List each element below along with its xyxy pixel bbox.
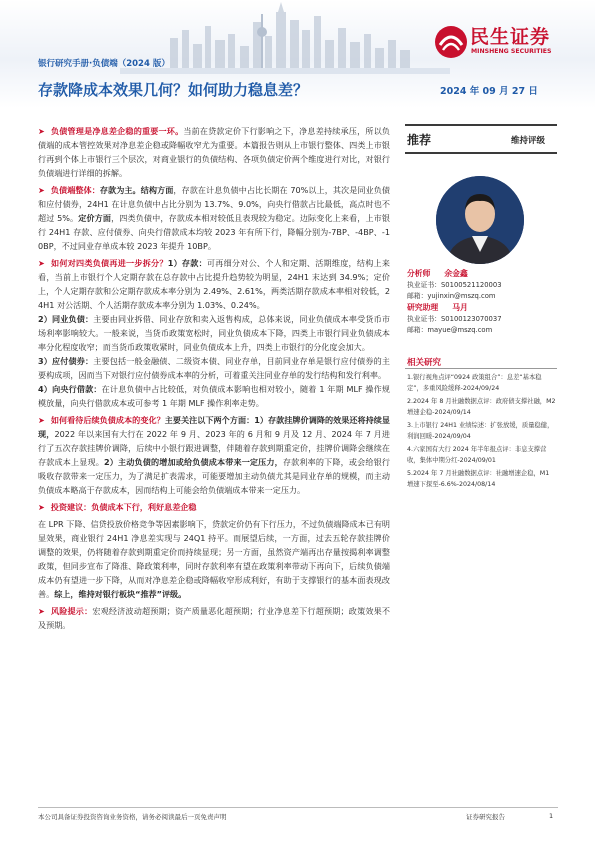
rating-label: 推荐 [407,133,432,147]
assistant-role: 研究助理 [407,303,439,312]
logo-text-cn: 民生证券 [470,26,551,48]
para-text: ，四类负债中，存款成本相对较低且表现较为稳定。边际变化上来看，上市银行 24H1 存款、应付债券、向央行借款成本均较 2023 年有所下行，降幅分别为-7BP、-4BP、-10BP，不过同业存单成本较 2023 年提升 10BP。 [38,213,390,251]
para-lead: 负债管理是净息差企稳的重要一环。 [50,126,184,136]
para-text: 在计息负债中占比较低，对负债成本影响也相对较小，随着 1 年期 MLF 操作规模放量，向央行借款成本或可参考 1 年期 MLF 操作利率走势。 [38,384,391,408]
analyst-name: 余金鑫 [444,269,468,278]
para-bold: 主要关注以下两个方面：1）存款挂牌价调降的效果还将持续显现， [38,415,390,439]
assistant-email[interactable]: 邮箱：mayue@mszq.com [407,326,493,334]
arrow-bullet-icon: ➤ [38,185,45,195]
related-research-heading: 相关研究 [407,358,442,368]
para-lead: 风险提示： [50,606,93,616]
para-bold: 4）向央行借款： [38,384,102,394]
investment-heading [38,500,390,514]
para-bold: 综上，维持对银行板块“推荐”评级。 [54,589,187,599]
rating-status: 维持评级 [511,136,546,146]
related-item[interactable]: 3.上市银行 24H1 业绩综述：扩张放缓，质量稳健，利润回暖-2024/09/04 [407,422,554,440]
summary-paragraph-3 [38,256,390,312]
arrow-bullet-icon: ➤ [38,126,45,136]
para-text: 存款利率的下降，或会给银行吸收存款带来一定压力，为了满足扩表需求，可能要增加主动负债尤其是同业存单的规模，而主动负债成本略高于存款成本，因而结构上可能会给负债端成本带来一定压力。 [38,457,390,495]
footer-divider [38,807,558,808]
footer-doc-type: 证券研究报告 [466,813,505,821]
page-number: 1 [549,812,554,820]
summary-paragraph-5 [38,354,390,382]
para-bold: 1）存款： [167,258,207,268]
para-bold: 定价方面 [78,213,112,223]
assistant-cert: 执业证书：S0100123070037 [407,315,502,323]
rating-box [405,124,557,154]
para-text: 可再细分对公、个人和定期、活期维度，结构上来看，当前上市银行个人定期存款在总存款中占比提升趋势较为明显，24H1 末达到 34.9%；定价上，个人定期存款和公定期存款成本率分别为 2.49%、2.61%，两类活期存款成本率相对较低，24H1 对公活期、个人活期存款成本率分别为 1.03%、0.24%。 [38,258,390,310]
related-item[interactable]: 2.2024 年 8 月社融数据点评：政府债支撑社融，M2 增速企稳-2024/09/14 [407,398,556,416]
risk-paragraph [38,604,390,632]
assistant-name: 马月 [452,303,468,312]
report-body [38,124,390,632]
summary-paragraph-1 [38,124,390,180]
arrow-bullet-icon: ➤ [38,606,45,616]
summary-paragraph-4 [38,312,390,354]
para-text: 宏观经济波动超预期；资产质量恶化超预期；行业净息差下行超预期；政策效果不及预期。 [38,606,390,630]
para-text: 主要包括一般金融债、二级资本债、同业存单，目前同业存单是银行应付债券的主要构成项，因而当下对银行应付债券成本率的分析，可着重关注同业存单的发行结构和发行利率。 [38,356,390,380]
para-lead: 投资建议：负债成本下行，利好息差企稳 [50,502,197,512]
related-item[interactable]: 1.银行视角点评“0924 政策组合”：息差“基本稳定”，多重风险缓释-2024/09/24 [407,374,542,392]
summary-paragraph-6 [38,382,390,410]
analyst-photo [436,176,524,264]
analyst-role: 分析师 [407,269,431,278]
para-lead: 如何看待后续负债成本的变化？ [50,415,165,425]
divider [405,368,557,369]
summary-paragraph-2 [38,183,390,253]
investment-paragraph [38,517,390,601]
para-bold: 存款为主。结构方面 [99,185,174,195]
analyst-email[interactable]: 邮箱：yujinxin@mszq.com [407,292,496,300]
para-text: ，存款在计息负债中占比长期在 70%以上，其次是同业负债和应付债券，24H1 在计息负债中占比分别为 13.7%、9.0%，向央行借款占比最低，高点时也不超过 5%。 [38,185,390,223]
minsheng-logo-icon [434,25,468,59]
para-lead: 负债端整体： [50,185,100,195]
arrow-bullet-icon: ➤ [38,258,45,268]
para-lead: 如何对四类负债再进一步拆分？ [50,258,168,268]
analyst-info [407,268,557,336]
report-date: 2024 年 09 月 27 日 [440,86,538,97]
arrow-bullet-icon: ➤ [38,502,45,512]
para-bold: 2）主动负债的增加或给负债成本带来一定压力， [103,457,283,467]
logo-text-en: MINSHENG SECURITIES [471,48,552,55]
related-research-list [407,372,557,492]
arrow-bullet-icon: ➤ [38,415,45,425]
footer-disclaimer: 本公司具备证券投资咨询业务资格，请务必阅读最后一页免责声明 [38,813,227,821]
para-text: 主要由同业拆借、同业存放和卖入返售构成，总体来说，同业负债成本率受货币市场利率影响较大。一般来说，当货币政策宽松时，同业负债成本下降，四类上市银行同业负债成本率分化程度收窄；而当货币政策收紧时，同业负债成本上升，四类上市银行的分化度会加大。 [38,314,390,352]
para-text: 在 LPR 下降、信贷投放价格竞争等因素影响下，贷款定价仍有下行压力，不过负债端降成本已有明显效果，商业银行 24H1 净息差实现与 24Q1 持平。而展望后续，一方面，过去五轮存款挂牌价调整的效果，仍将随着存款到期重定价而持续显现；另一方面，虽然资产端再出存量按揭利率调整政策，但同步宣布了降准、降政策利率，同时存款利率有望在政策利率带动下再向下，后续负债端成本仍有望进一步下降，从而对净息差企稳或降幅收窄形成利好，有助于支撑银行的基本面表现改善。 [38,519,391,599]
related-item[interactable]: 4.六家国有大行 2024 年半年报点评：非息支撑营收，集体中期分红-2024/09/01 [407,446,547,464]
para-text: 当前在贷款定价下行影响之下，净息差持续承压，所以负债端的成本管控效果对净息差企稳或降幅收窄尤为重要。本篇报告则从上市银行整体、四类上市银行再到个体上市银行三个层次，对商业银行的负债结构、各项负债定价两个维度进行对比，对银行负债端进行详细的拆解。 [38,126,390,178]
para-bold: 3）应付债券： [38,356,94,366]
report-series: 银行研究手册·负债端（2024 版） [38,59,170,69]
summary-paragraph-7 [38,413,390,497]
report-title: 存款降成本效果几何？如何助力稳息差？ [38,81,309,99]
related-item[interactable]: 5.2024 年 7 月社融数据点评：社融增速企稳，M1 增速下探至-6.6%-2024/08/14 [407,470,550,488]
para-text: 2022 年以来国有大行在 2022 年 9 月、2023 年的 6 月和 9 月及 12 月、2024 年 7 月进行了五次存款挂牌价调降，后续中小银行跟进调整，伴随着存款到期重定价，挂牌价调降会继续在存款成本上显现。 [38,429,390,467]
para-bold: 2）同业负债： [38,314,94,324]
analyst-cert: 执业证书：S0100521120003 [407,281,502,289]
